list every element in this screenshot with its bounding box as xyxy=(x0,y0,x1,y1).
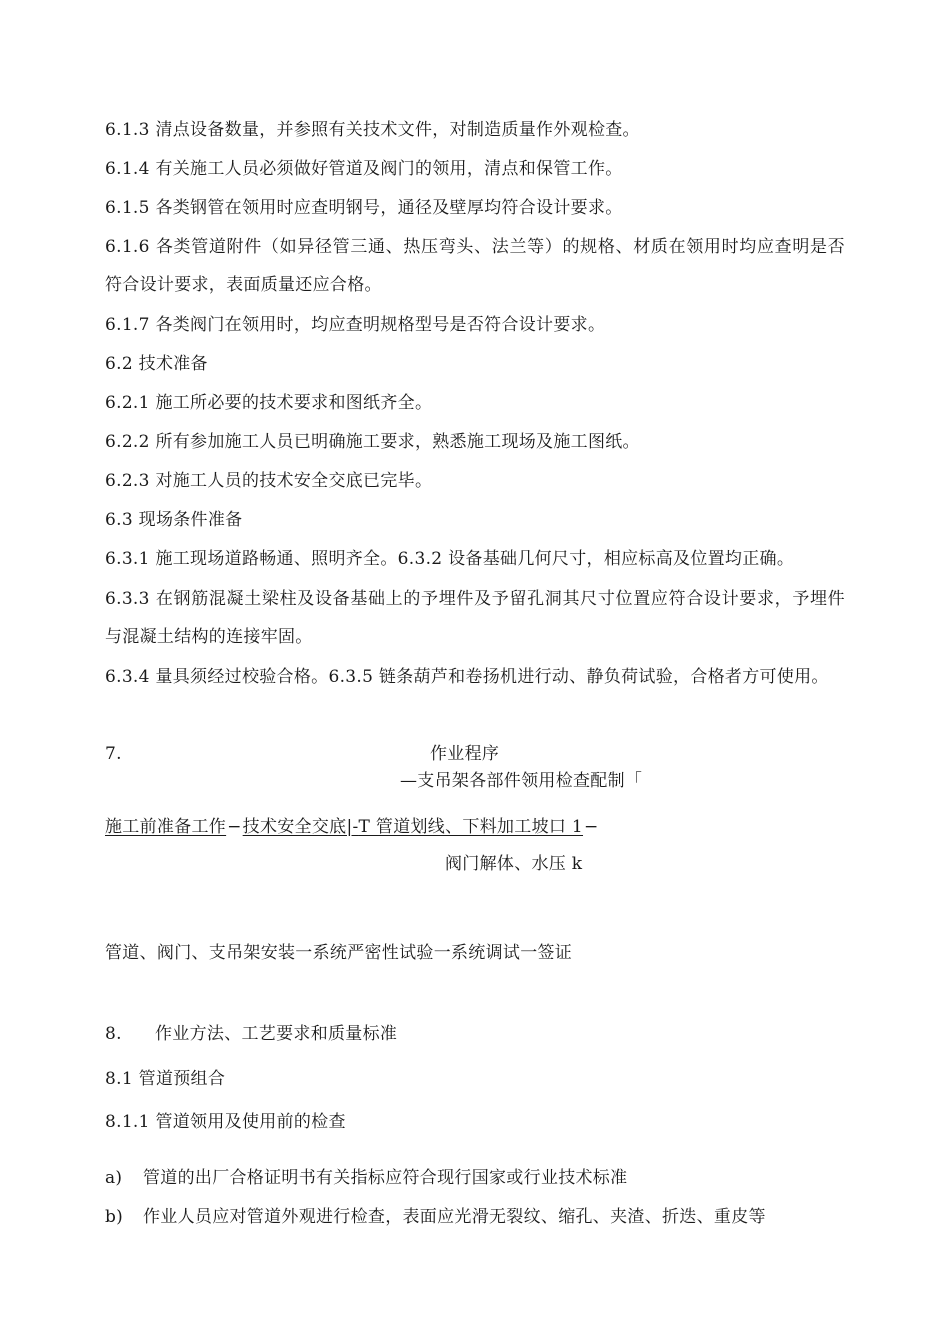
heading-6-2: 6.2 技术准备 xyxy=(105,354,208,374)
item-a-text: 管道的出厂合格证明书有关指标应符合现行国家或行业技术标准 xyxy=(143,1168,628,1188)
item-b-text: 作业人员应对管道外观进行检查，表面应光滑无裂纹、缩孔、夹渣、折迭、重皮等 xyxy=(143,1207,766,1227)
clause-6-1-4: 6.1.4 有关施工人员必须做好管道及阀门的领用，清点和保管工作。 xyxy=(105,159,623,179)
flow-sep-3: − xyxy=(584,817,599,837)
clause-6-3-1: 6.3.1 施工现场道路畅通、照明齐全。6.3.2 设备基础几何尺寸，相应标高及位置均正确。 xyxy=(105,549,795,569)
section-7-title: 作业程序 xyxy=(430,744,500,764)
clause-6-2-2: 6.2.2 所有参加施工人员已明确施工要求，熟悉施工现场及施工图纸。 xyxy=(105,432,640,452)
clause-6-1-6: 6.1.6 各类管道附件（如异径管三通、热压弯头、法兰等）的规格、材质在领用时均应查明是否符合设计要求，表面质量还应合格。 xyxy=(105,237,845,295)
flow-sep-1: − xyxy=(227,817,242,837)
heading-6-3: 6.3 现场条件准备 xyxy=(105,510,243,530)
item-a-label: a) xyxy=(105,1168,123,1188)
flow-step-prep: 施工前准备工作 xyxy=(105,817,227,837)
flow-step-safety: 技术安全交底 xyxy=(242,817,347,837)
heading-8-1-1: 8.1.1 管道领用及使用前的检查 xyxy=(105,1112,346,1132)
clause-6-3-4: 6.3.4 量具须经过校验合格。6.3.5 链条葫芦和卷扬机进行动、静负荷试验，合格者方可使用。 xyxy=(105,667,829,687)
section-8-title: 作业方法、工艺要求和质量标准 xyxy=(155,1024,398,1044)
clause-6-1-5: 6.1.5 各类钢管在领用时应查明钢号，通径及壁厚均符合设计要求。 xyxy=(105,198,623,218)
clause-6-1-7: 6.1.7 各类阀门在领用时，均应查明规格型号是否符合设计要求。 xyxy=(105,315,606,335)
item-b-label: b) xyxy=(105,1207,124,1227)
clause-6-2-3: 6.2.3 对施工人员的技术安全交底已完毕。 xyxy=(105,471,433,491)
flow-chain xyxy=(105,815,845,839)
section-7-number: 7. xyxy=(105,744,122,764)
clause-6-1-3: 6.1.3 清点设备数量，并参照有关技术文件，对制造质量作外观检查。 xyxy=(105,120,640,140)
clause-6-2-1: 6.2.1 施工所必要的技术要求和图纸齐全。 xyxy=(105,393,433,413)
flow-branch-top: —支吊架各部件领用检查配制「 xyxy=(400,771,643,791)
section-8-number: 8. xyxy=(105,1024,122,1044)
clause-6-3-3: 6.3.3 在钢筋混凝土梁柱及设备基础上的予埋件及予留孔洞其尺寸位置应符合设计要求，予埋件与混凝土结构的连接牢固。 xyxy=(105,589,845,647)
heading-8-1: 8.1 管道预组合 xyxy=(105,1069,226,1089)
flow-sep-2: |- xyxy=(346,817,359,837)
flow-step-cutting: T 管道划线、下料加工坡口 1 xyxy=(358,817,584,837)
flow-branch-bottom: 阀门解体、水压 k xyxy=(445,854,583,874)
flow-main-sequence: 管道、阀门、支吊架安装一系统严密性试验一系统调试一签证 xyxy=(105,943,573,963)
